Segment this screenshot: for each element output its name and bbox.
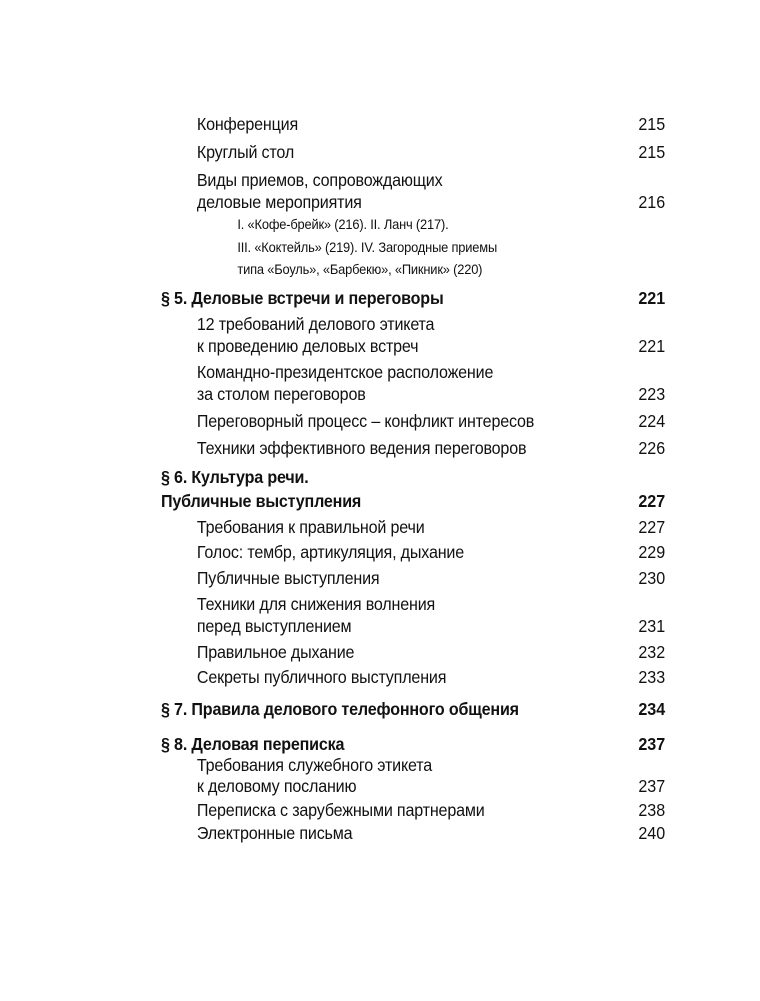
toc-entry-page: 231 (638, 616, 665, 636)
toc-entry-title: Правильное дыхание (196, 642, 355, 662)
toc-section-title: § 5. Деловые встречи и переговоры (161, 288, 444, 308)
toc-section-title: § 8. Деловая переписка (161, 734, 345, 754)
toc-subentry-text: типа «Боуль», «Барбекю», «Пикник» (220) (237, 261, 483, 277)
toc-entry-page: 226 (638, 438, 665, 458)
toc-entry-page: 230 (638, 568, 665, 588)
toc-entry-title-line2: деловые мероприятия (196, 192, 362, 212)
toc-entry-title-line2: за столом переговоров (196, 384, 366, 404)
toc-entry-page: 232 (638, 642, 665, 662)
toc-entry-title-line1: Командно-президентское расположение (196, 362, 494, 382)
toc-entry-title: Голос: тембр, артикуляция, дыхание (196, 542, 465, 562)
toc-entry-page: 229 (638, 542, 665, 562)
toc-entry-title-line1: Требования служебного этикета (196, 755, 433, 775)
toc-entry-page: 233 (638, 667, 665, 687)
toc-entry-page: 216 (638, 192, 665, 212)
toc-section-page: 221 (638, 288, 665, 308)
toc-entry-page: 237 (638, 776, 665, 796)
toc-entry-title-line1: Техники для снижения волнения (196, 594, 436, 614)
toc-entry-title: Переговорный процесс – конфликт интересов (196, 411, 535, 431)
toc-entry-title: Круглый стол (196, 142, 295, 162)
toc-entry-title: Требования к правильной речи (196, 517, 425, 537)
toc-entry-title-line1: 12 требований делового этикета (196, 314, 435, 334)
toc-entry-title: Переписка с зарубежными партнерами (196, 800, 485, 820)
toc-entry-title: Электронные письма (196, 823, 353, 843)
toc-entry-title-line1: Виды приемов, сопровождающих (196, 170, 443, 190)
toc-entry-page: 227 (638, 517, 665, 537)
toc-section-page: 227 (638, 491, 665, 511)
toc-section-title: § 7. Правила делового телефонного общения (161, 699, 519, 719)
toc-entry-page: 221 (638, 336, 665, 356)
toc-entry-page: 238 (638, 800, 665, 820)
toc-entry-title-line2: к проведению деловых встреч (196, 336, 419, 356)
toc-section-page: 237 (638, 734, 665, 754)
toc-entry-title: Секреты публичного выступления (196, 667, 447, 687)
toc-entry-page: 224 (638, 411, 665, 431)
toc-entry-title-line2: к деловому посланию (196, 776, 357, 796)
toc-entry-title: Публичные выступления (196, 568, 380, 588)
toc-entry-title: Техники эффективного ведения переговоров (196, 438, 527, 458)
toc-section-page: 234 (638, 699, 665, 719)
toc-subentry-text: III. «Коктейль» (219). IV. Загородные приемы (237, 239, 498, 255)
toc-section-title-line2: Публичные выступления (161, 491, 362, 511)
toc-entry-title: Конференция (196, 114, 299, 134)
toc-entry-page: 223 (638, 384, 665, 404)
toc-entry-page: 215 (638, 114, 665, 134)
toc-entry-page: 240 (638, 823, 665, 843)
toc-subentry-text: I. «Кофе-брейк» (216). II. Ланч (217). (237, 216, 449, 232)
toc-entry-title-line2: перед выступлением (196, 616, 352, 636)
toc-section-title-line1: § 6. Культура речи. (161, 467, 309, 487)
toc-entry-page: 215 (638, 142, 665, 162)
